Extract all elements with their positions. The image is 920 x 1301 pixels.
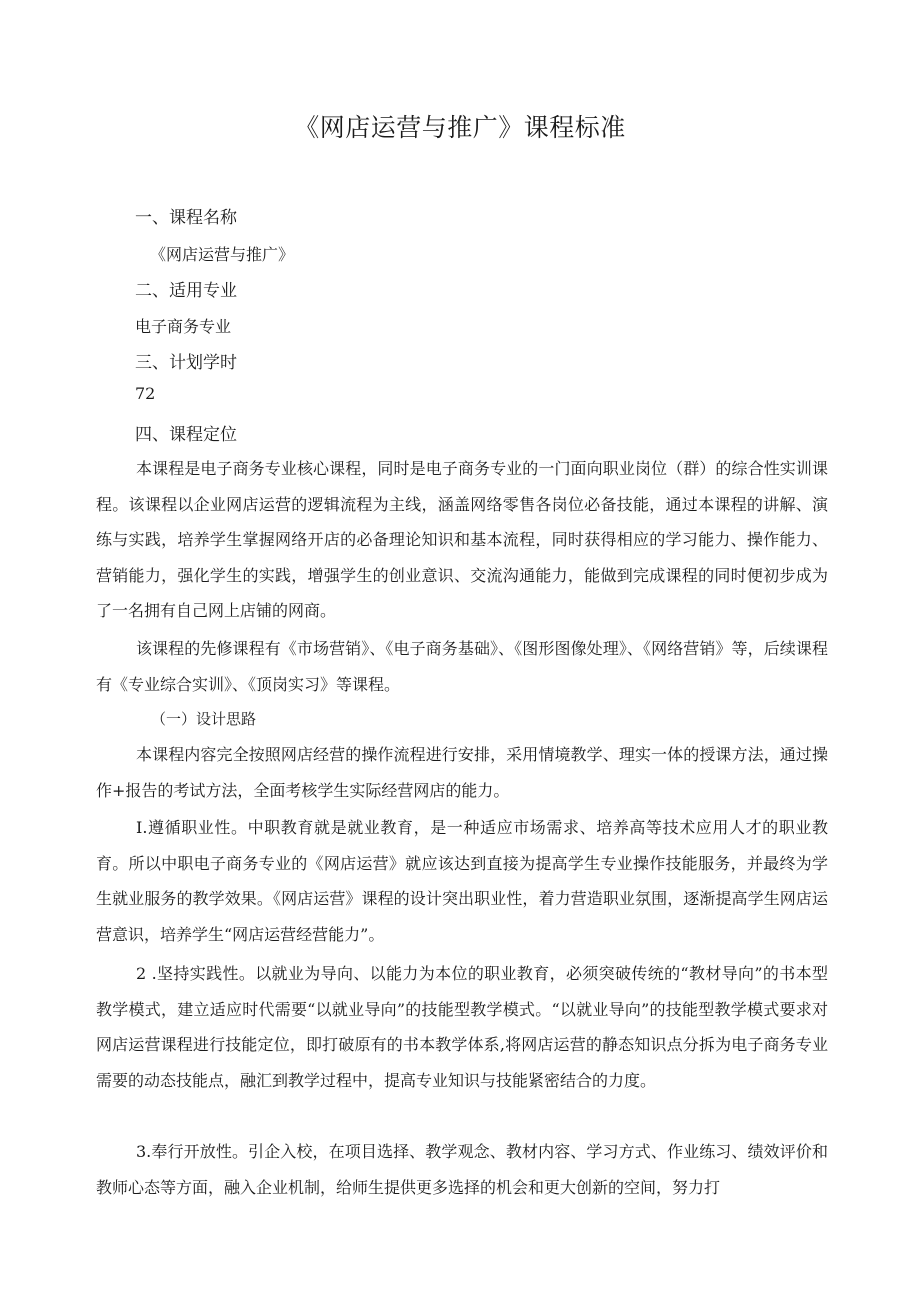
paragraph-practical: 2 .坚持实践性。以就业为导向、以能力为本位的职业教育，必须突破传统的“教材导向”的书本型教学模式，建立适应时代需要“以就业导向”的技能型教学模式。“以就业导向”的技能型教学模式要求对网店运营课程进行技能定位，即打破原有的书本教学体系,将网店运营的静态知识点分拆为电子商务专业需要的动态技能点，融汇到教学过程中，提高专业知识与技能紧密结合的力度。 xyxy=(96,964,828,1090)
paragraph-vocational: I.遵循职业性。中职教育就是就业教育，是一种适应市场需求、培养高等技术应用人才的职业教育。所以中职电子商务专业的《网店运营》就应该达到直接为提高学生专业操作技能服务，并最终为学生就业服务的教学效果。《网店运营》课程的设计突出职业性，着力营造职业氛围，逐渐提高学生网店运营意识，培养学生“网店运营经营能力”。 xyxy=(96,818,828,944)
section-heading-applicable-major: 二、适用专业 xyxy=(135,281,237,301)
planned-hours-value: 72 xyxy=(135,384,156,403)
section-heading-course-position: 四、课程定位 xyxy=(135,425,237,445)
paragraph-prerequisites: 该课程的先修课程有《市场营销》、《电子商务基础》、《图形图像处理》、《网络营销》等，后续课程有《专业综合实训》、《顶岗实习》等课程。 xyxy=(96,639,828,694)
section-heading-planned-hours: 三、计划学时 xyxy=(135,353,237,373)
paragraph-design-idea: 本课程内容完全按照网店经营的操作流程进行安排，采用情境教学、理实一体的授课方法，通过操作+报告的考试方法，全面考核学生实际经营网店的能力。 xyxy=(96,745,828,800)
document-title: 《网店运营与推广》课程标准 xyxy=(294,113,626,142)
applicable-major-value: 电子商务专业 xyxy=(135,317,232,336)
course-name-value: 《网店运营与推广》 xyxy=(150,245,295,264)
paragraph-openness: 3.奉行开放性。引企入校，在项目选择、教学观念、教材内容、学习方式、作业练习、绩效评价和教师心态等方面，融入企业机制，给师生提供更多选择的机会和更大创新的空间，努力打 xyxy=(96,1142,828,1197)
paragraph-course-position: 本课程是电子商务专业核心课程，同时是电子商务专业的一门面向职业岗位（群）的综合性实训课程。该课程以企业网店运营的逻辑流程为主线，涵盖网络零售各岗位必备技能，通过本课程的讲解、演练与实践，培养学生掌握网络开店的必备理论知识和基本流程，同时获得相应的学习能力、操作能力、营销能力，强化学生的实践，增强学生的创业意识、交流沟通能力，能做到完成课程的同时便初步成为了一名拥有自己网上店铺的网商。 xyxy=(96,459,828,620)
section-heading-course-name: 一、课程名称 xyxy=(135,208,237,228)
subheading-design-idea: （一）设计思路 xyxy=(151,710,257,728)
